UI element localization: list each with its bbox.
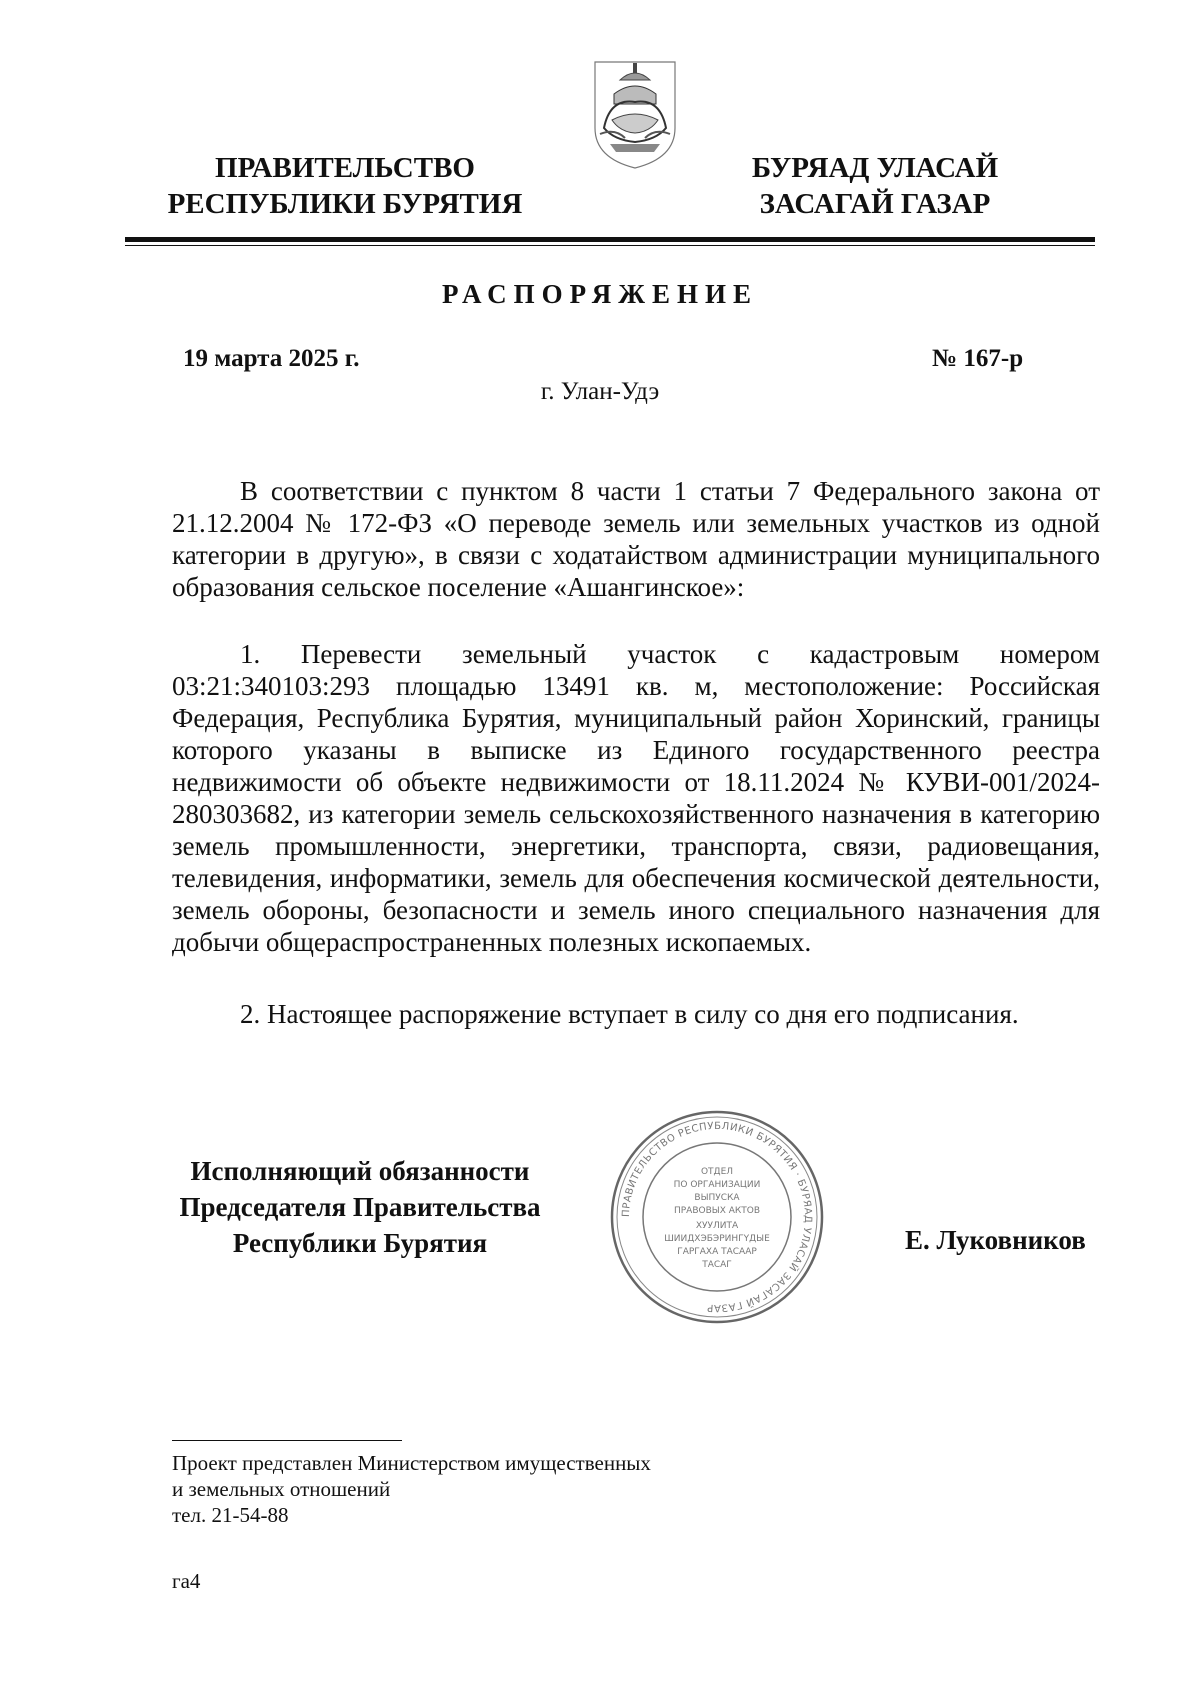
item-1-paragraph (172, 638, 1100, 958)
seal-line: ТАСАГ (702, 1260, 732, 1270)
document-number: № 167-р (932, 345, 1024, 372)
document-code: га4 (172, 1569, 201, 1593)
header-divider (125, 237, 1095, 242)
intro-text: В соответствии с пунктом 8 части 1 статьи 7 Федерального закона от 21.12.2004 № 172-ФЗ «О переводе земель или земельных участков из одной категории в другую», в связи с ходатайством администрации муниципального образования сельское поселение «Ашангинское»: (172, 476, 1100, 602)
intro-paragraph (172, 475, 1100, 603)
seal-line: ШИИДХЭБЭРИНГҮДЫЕ (664, 1234, 770, 1244)
header-divider-thin (125, 245, 1095, 246)
seal-line: ВЫПУСКА (694, 1193, 740, 1203)
seal-line: ГАРГАХА ТАСААР (677, 1247, 757, 1257)
signatory-name: Е. Луковников (905, 1225, 1086, 1255)
item-2-paragraph (172, 998, 1100, 1030)
seal-ring-text: ПРАВИТЕЛЬСТВО РЕСПУБЛИКИ БУРЯТИЯ · БУРЯАД УЛАСАЙ ЗАСАГАЙ ГАЗАР (620, 1120, 814, 1314)
header-left-line2: РЕСПУБЛИКИ БУРЯТИЯ (167, 188, 523, 220)
coat-of-arms-icon (590, 58, 680, 172)
footnote-line1: Проект представлен Министерством имущественных (172, 1451, 651, 1475)
seal-line: ОТДЕЛ (700, 1167, 734, 1177)
item-1-text: 1. Перевести земельный участок с кадастровым номером 03:21:340103:293 площадью 13491 кв. м, местоположение: Российская Федерация, Республика Бурятия, муниципальный район Хоринский, границы которого указаны в выписке из Единого государственного реестра недвижимости об объекте недвижимости от 18.11.2024 № КУВИ-001/2024-280303682, из категории земель сельскохозяйственного назначения в категорию земель промышленности, энергетики, транспорта, связи, радиовещания, телевидения, информатики, земель для обеспечения космической деятельности, земель обороны, безопасности и земель иного специального назначения для добычи общераспространенных полезных ископаемых. (172, 639, 1100, 957)
seal-line: ПРАВОВЫХ АКТОВ (673, 1206, 761, 1216)
header-left-line1: ПРАВИТЕЛЬСТВО (215, 152, 475, 184)
item-2-text: 2. Настоящее распоряжение вступает в силу со дня его подписания. (240, 999, 1019, 1029)
footnote-line3: тел. 21-54-88 (172, 1503, 289, 1527)
signatory-position (160, 1153, 560, 1261)
document-city: г. Улан-Удэ (540, 378, 660, 405)
svg-text:ПРАВИТЕЛЬСТВО РЕСПУБЛИКИ БУРЯТ (621, 1121, 813, 1313)
signatory-position-line1: Исполняющий обязанности (190, 1156, 530, 1186)
header-right-line1: БУРЯАД УЛАСАЙ (751, 152, 999, 184)
header-left (160, 150, 530, 222)
signatory-position-line3: Республики Бурятия (232, 1228, 488, 1258)
seal-line: ХУУЛИТА (695, 1221, 739, 1231)
header-right-line2: ЗАСАГАЙ ГАЗАР (759, 188, 991, 220)
document-date: 19 марта 2025 г. (183, 345, 360, 372)
signatory-position-line2: Председателя Правительства (179, 1192, 541, 1222)
official-stamp-icon (608, 1108, 826, 1326)
footnote-divider (172, 1440, 402, 1441)
seal-line: ПО ОРГАНИЗАЦИИ (673, 1180, 761, 1190)
footnote-line2: и земельных отношений (172, 1477, 391, 1501)
header-right (690, 150, 1060, 222)
document-title: РАСПОРЯЖЕНИЕ (441, 279, 759, 309)
